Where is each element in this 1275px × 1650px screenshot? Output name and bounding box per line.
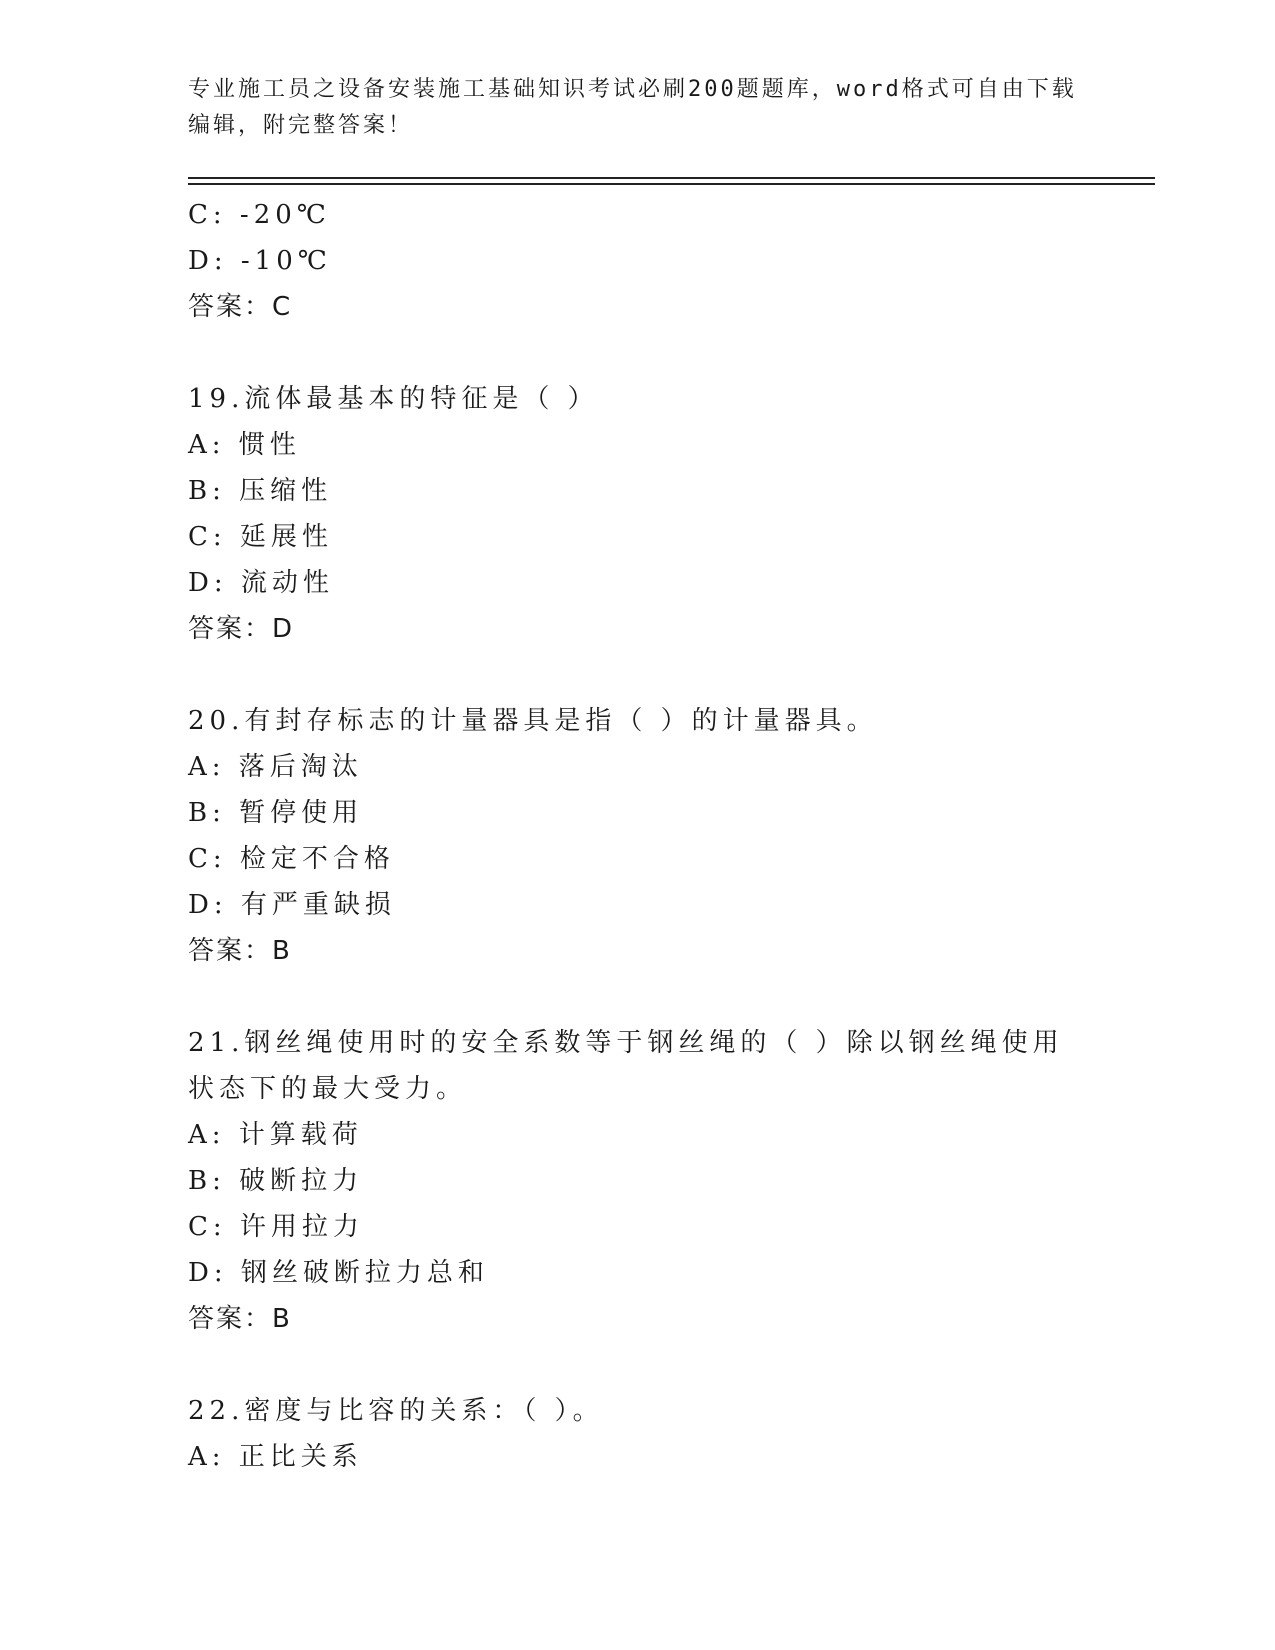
header-rule-bottom xyxy=(188,183,1155,185)
option-line: A: 落后淘汰 xyxy=(188,752,363,782)
option-line: D: 流动性 xyxy=(188,568,334,598)
option-line: D: 钢丝破断拉力总和 xyxy=(188,1258,489,1288)
option-line: C: -20℃ xyxy=(188,200,331,230)
question-block-21 xyxy=(188,1020,1088,1342)
option-line: A: 惯性 xyxy=(188,430,301,460)
answer-line: 答案：D xyxy=(188,614,295,644)
header-rule-top xyxy=(188,177,1155,179)
question-stem: 22.密度与比容的关系：（ ）。 xyxy=(188,1396,604,1426)
option-line: B: 破断拉力 xyxy=(188,1166,364,1196)
option-line: C: 检定不合格 xyxy=(188,844,395,874)
question-stem: 19.流体最基本的特征是（ ） xyxy=(188,384,599,414)
option-line: A: 计算载荷 xyxy=(188,1120,363,1150)
option-line: B: 压缩性 xyxy=(188,476,333,506)
document-content xyxy=(188,192,1088,1480)
question-block-20 xyxy=(188,698,1088,974)
question-block-22 xyxy=(188,1388,1088,1480)
option-line: A: 正比关系 xyxy=(188,1442,363,1472)
question-block-19 xyxy=(188,376,1088,652)
option-line: C: 许用拉力 xyxy=(188,1212,364,1242)
document-header: 专业施工员之设备安装施工基础知识考试必刷200题题库，word格式可自由下载编辑，附完整答案！ xyxy=(188,77,1077,138)
question-stem: 20.有封存标志的计量器具是指（ ）的计量器具。 xyxy=(188,706,878,736)
answer-line: 答案：B xyxy=(188,1304,292,1334)
option-line: B: 暂停使用 xyxy=(188,798,364,828)
partial-question-block xyxy=(188,192,1088,330)
question-stem: 21.钢丝绳使用时的安全系数等于钢丝绳的（ ）除以钢丝绳使用状态下的最大受力。 xyxy=(188,1028,1064,1104)
answer-line: 答案：B xyxy=(188,936,292,966)
answer-line: 答案：C xyxy=(188,292,293,322)
option-line: D: 有严重缺损 xyxy=(188,890,396,920)
option-line: C: 延展性 xyxy=(188,522,333,552)
option-line: D: -10℃ xyxy=(188,246,332,276)
